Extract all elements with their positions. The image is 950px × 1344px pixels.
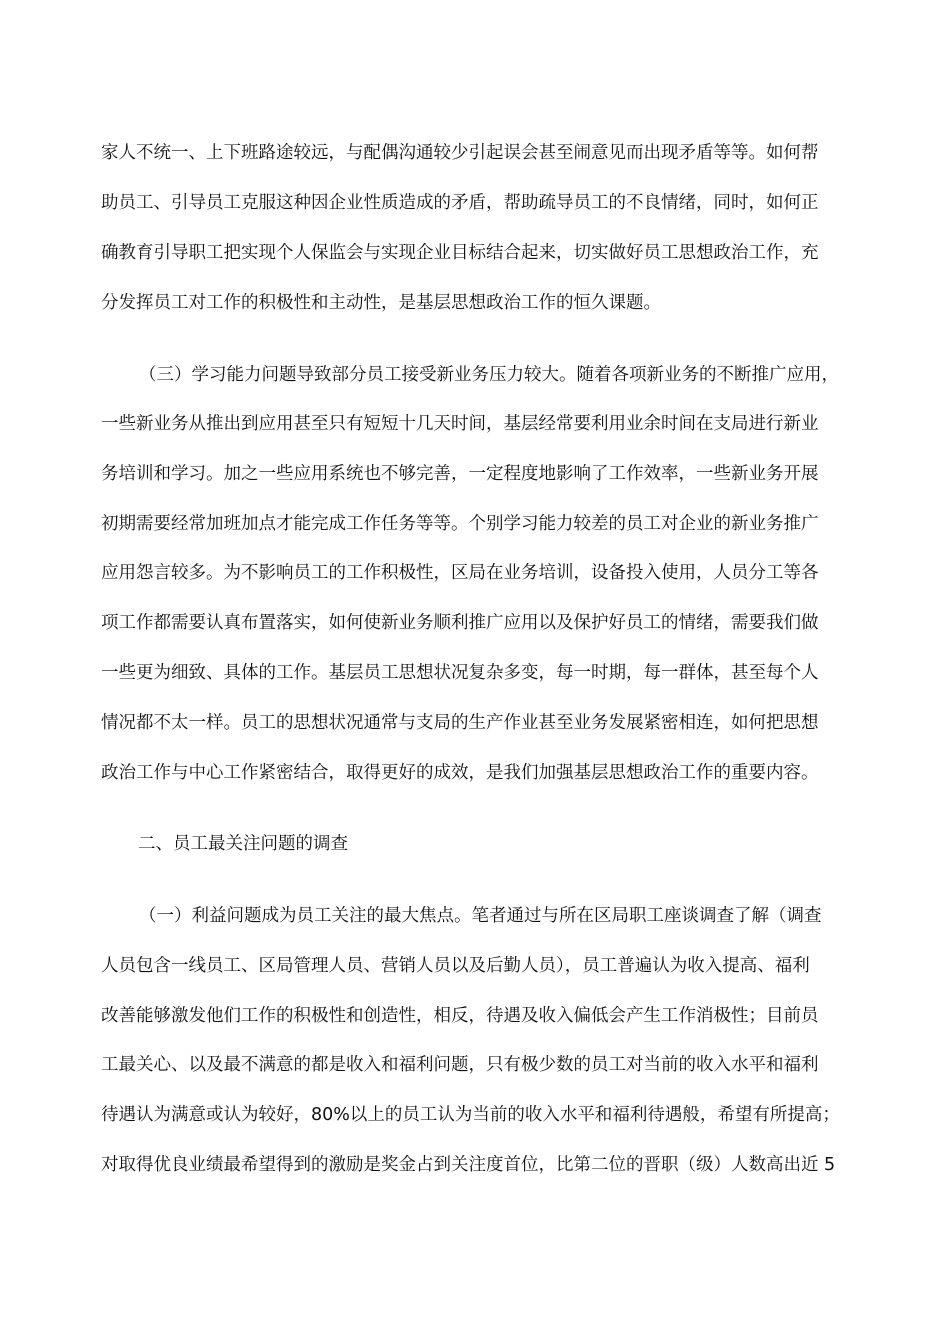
text-line: 人员包含一线员工、区局管理人员、营销人员以及后勤人员），员工普遍认为收入提高、福利 <box>101 956 810 976</box>
text-line: 务培训和学习。加之一些应用系统也不够完善，一定程度地影响了工作效率，一些新业务开展 <box>101 464 819 484</box>
text-line: 待遇认为满意或认为较好，80%以上的员工认为当前的收入水平和福利待遇般，希望有所提高； <box>101 1105 840 1125</box>
text-line: 政治工作与中心工作紧密结合，取得更好的成效，是我们加强基层思想政治工作的重要内容。 <box>101 763 819 783</box>
text-line: 一些新业务从推出到应用甚至只有短短十几天时间，基层经常要利用业余时间在支局进行新业 <box>101 414 819 434</box>
section-heading: 二、员工最关注问题的调查 <box>138 834 348 854</box>
text-line: 改善能够激发他们工作的积极性和创造性，相反，待遇及收入偏低会产生工作消极性；目前员 <box>101 1006 819 1026</box>
text-line: （三）学习能力问题导致部分员工接受新业务压力较大。随着各项新业务的不断推广应用， <box>139 365 839 385</box>
text-line: （一）利益问题成为员工关注的最大焦点。笔者通过与所在区局职工座谈调查了解（调查 <box>139 906 822 926</box>
text-line: 应用怨言较多。为不影响员工的工作积极性，区局在业务培训，设备投入使用，人员分工等各 <box>101 563 819 583</box>
text-line: 项工作都需要认真布置落实，如何使新业务顺利推广应用以及保护好员工的情绪，需要我们做 <box>101 613 819 633</box>
text-line: 确教育引导职工把实现个人保监会与实现企业目标结合起来，切实做好员工思想政治工作，充 <box>101 243 819 263</box>
text-line: 对取得优良业绩最希望得到的激励是奖金占到关注度首位，比第二位的晋职（级）人数高出近 5 <box>101 1155 836 1175</box>
text-line: 工最关心、以及最不满意的都是收入和福利问题，只有极少数的员工对当前的收入水平和福利 <box>101 1055 819 1075</box>
text-line: 情况都不太一样。员工的思想状况通常与支局的生产作业甚至业务发展紧密相连，如何把思想 <box>101 713 819 733</box>
text-line: 助员工、引导员工克服这种因企业性质造成的矛盾，帮助疏导员工的不良情绪，同时，如何正 <box>101 193 819 213</box>
text-line: 一些更为细致、具体的工作。基层员工思想状况复杂多变，每一时期，每一群体，甚至每个人 <box>101 663 819 683</box>
text-line: 家人不统一、上下班路途较远，与配偶沟通较少引起误会甚至闹意见而出现矛盾等等。如何帮 <box>101 143 819 163</box>
text-line: 初期需要经常加班加点才能完成工作任务等等。个别学习能力较差的员工对企业的新业务推广 <box>101 514 819 534</box>
text-line: 分发挥员工对工作的积极性和主动性，是基层思想政治工作的恒久课题。 <box>101 293 661 313</box>
